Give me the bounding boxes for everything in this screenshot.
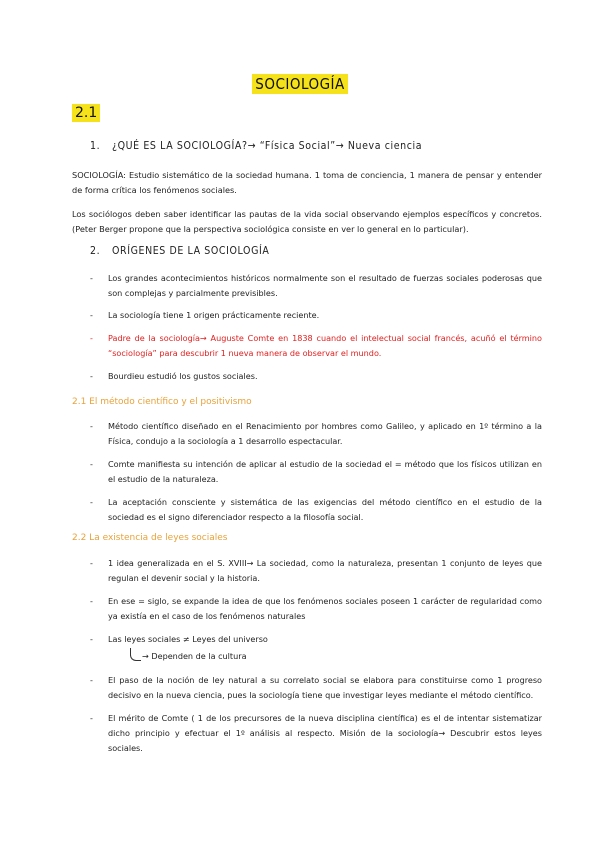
list-item: - Comte manifiesta su intención de aplicar al estudio de la sociedad el = método que los físicos utilizan en el estudio de la naturaleza.: [90, 459, 542, 484]
heading-number: 2.: [90, 245, 101, 257]
definition-paragraph: SOCIOLOGÍA: Estudio sistemático de la sociedad humana. 1 toma de conciencia, 1 manera de pensar y entender de forma crítica los fenómenos sociales.: [72, 170, 542, 195]
heading-number: 1.: [90, 140, 101, 152]
laws-list: [72, 556, 542, 647]
heading-text: ORÍGENES DE LA SOCIOLOGÍA: [112, 245, 270, 257]
heading-origenes: [90, 245, 269, 257]
laws-note: → Dependen de la cultura: [142, 651, 247, 661]
list-item: - 1 idea generalizada en el S. XVIII→ La sociedad, como la naturaleza, presentan 1 conjunto de leyes que regulan el devenir social y la historia.: [90, 558, 542, 583]
subheading-leyes: 2.2 La existencia de leyes sociales: [72, 533, 228, 543]
section-number: 2.1: [72, 104, 100, 122]
list-item: - Los grandes acontecimientos históricos normalmente son el resultado de fuerzas sociales poderosas que son complejas y parcialmente previsibles.: [90, 273, 542, 298]
list-item: - El mérito de Comte ( 1 de los precursores de la nueva disciplina científica) es el de intentar sistematizar dicho principio y efectuar el 1º análisis al respecto. Misión de la sociología→ Descubrir estos leyes sociales.: [90, 713, 542, 753]
subheading-metodo: 2.1 El método científico y el positivismo: [72, 397, 252, 407]
list-item: - Bourdieu estudió los gustos sociales.: [90, 371, 258, 381]
paragraph-sociologists: Los sociólogos deben saber identificar las pautas de la vida social observando ejemplos específicos y concretos. (Peter Berger propone que la perspectiva sociológica consiste en ver lo general en lo particular).: [72, 209, 542, 234]
list-item: - En ese = siglo, se expande la idea de que los fenómenos sociales poseen 1 carácter de regularidad como ya existía en el caso de los fenómenos naturales: [90, 596, 542, 621]
list-item: - La aceptación consciente y sistemática de las exigencias del método científico en el estudio de la sociedad es el signo diferenciador respecto a la filosofía social.: [90, 497, 542, 522]
laws-list-continued: [72, 673, 542, 756]
heading-que-es: [90, 140, 422, 152]
heading-text: ¿QUÉ ES LA SOCIOLOGÍA?→ “Física Social”→ Nueva ciencia: [112, 140, 423, 152]
list-item: - Las leyes sociales ≠ Leyes del universo: [90, 634, 268, 644]
page-title: SOCIOLOGÍA: [252, 74, 347, 94]
origins-list: [72, 271, 542, 384]
list-item-highlight: - Padre de la sociología→ Auguste Comte en 1838 cuando el intelectual social francés, acuñó el término “sociología” para descubrir 1 nueva manera de observar el mundo.: [90, 333, 542, 358]
list-item: - El paso de la noción de ley natural a su correlato social se elabora para constituirse como 1 progreso decisivo en la nueva ciencia, pues la sociología tiene que investigar leyes mediante el método científico.: [90, 675, 542, 700]
list-item: - La sociología tiene 1 origen prácticamente reciente.: [90, 310, 320, 320]
page-title-wrap: [0, 74, 600, 94]
method-list: [72, 419, 542, 525]
curved-arrow-icon: [130, 648, 141, 661]
list-item: - Método científico diseñado en el Renacimiento por hombres como Galileo, y aplicado en 1º término a la Física, condujo a la sociología a 1 desarrollo espectacular.: [90, 421, 542, 446]
